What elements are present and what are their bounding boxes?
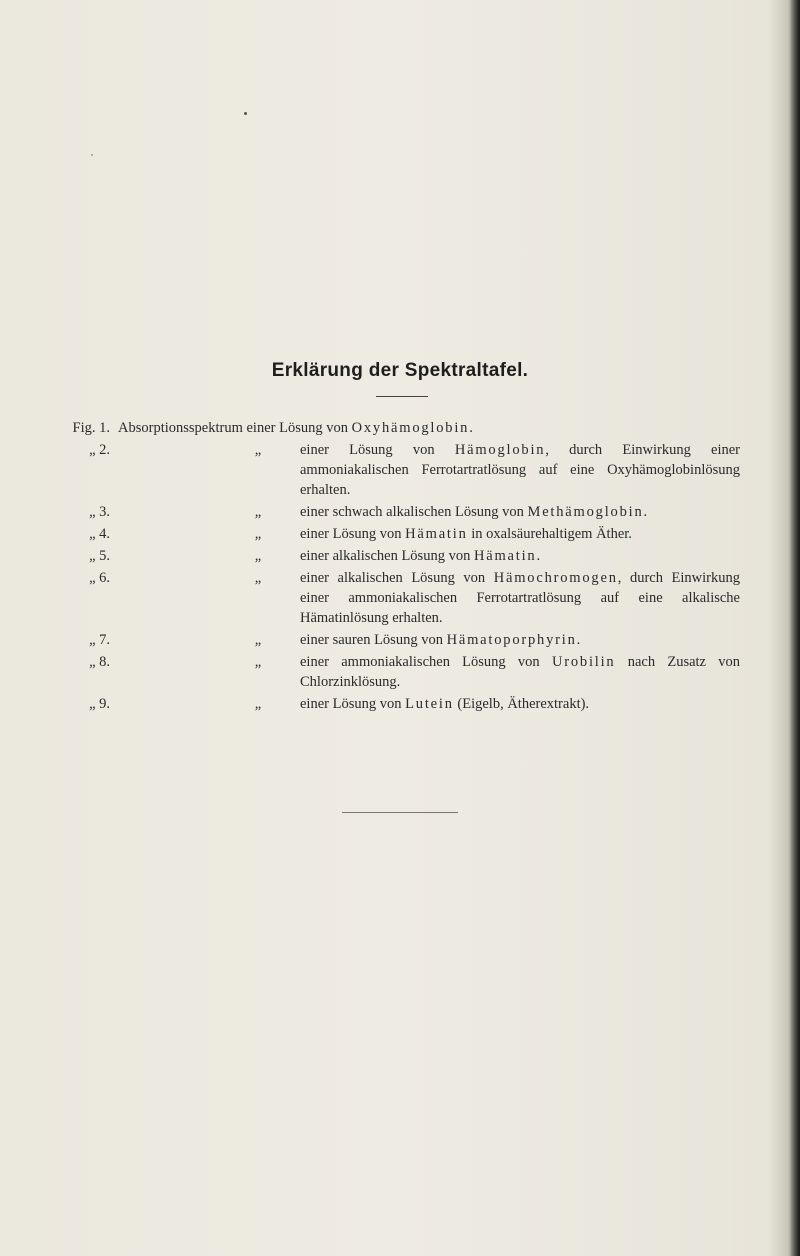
ditto-mark: „ bbox=[254, 526, 262, 542]
ditto-mark: „ bbox=[254, 570, 262, 586]
figure-number: „ 5. bbox=[89, 548, 110, 564]
entry bbox=[0, 502, 800, 522]
figure-number: „ 8. bbox=[89, 654, 110, 670]
scan-speck bbox=[91, 154, 93, 156]
figure-number: „ 2. bbox=[89, 442, 110, 458]
entry bbox=[0, 418, 800, 438]
entry bbox=[0, 630, 800, 650]
substance-name: Oxyhämoglobin bbox=[351, 420, 470, 436]
figure-number: „ 4. bbox=[89, 526, 110, 542]
figure-number: „ 9. bbox=[89, 696, 110, 712]
entry-list bbox=[0, 418, 800, 716]
substance-name: Hämatin bbox=[405, 526, 468, 542]
substance-name: Hämochromogen bbox=[493, 570, 618, 586]
ditto-mark: „ bbox=[254, 504, 262, 520]
entry-text: einer schwach alkalischen Lösung von Methämoglobin. bbox=[300, 504, 648, 520]
ditto-mark: „ bbox=[254, 654, 262, 670]
entry-text: Absorptionsspektrum einer Lösung von Oxyhämoglobin. bbox=[118, 420, 473, 436]
entry-text: einer alkalischen Lösung von Hämatin. bbox=[300, 548, 541, 564]
scan-speck bbox=[244, 112, 247, 115]
entry-text: einer alkalischen Lösung von Hämochromogen, durch Einwirkung einer ammoniakalischen Ferrotartratlösung auf eine alkalische Hämatinlösung erhalten. bbox=[300, 570, 741, 626]
ditto-mark: „ bbox=[254, 548, 262, 564]
entry-text: einer ammoniakalischen Lösung von Urobilin nach Zusatz von Chlorzinklösung. bbox=[300, 654, 740, 690]
figure-number: „ 6. bbox=[89, 570, 110, 586]
entry-text: einer sauren Lösung von Hämatoporphyrin. bbox=[300, 632, 581, 648]
entry bbox=[0, 440, 800, 500]
ditto-mark: „ bbox=[254, 632, 262, 648]
figure-number: „ 7. bbox=[89, 632, 110, 648]
entry bbox=[0, 652, 800, 692]
entry bbox=[0, 546, 800, 566]
figure-number: „ 3. bbox=[89, 504, 110, 520]
entry-text: einer Lösung von Hämoglobin, durch Einwirkung einer ammoniakalischen Ferrotartratlösung auf eine Oxyhämoglobinlösung erhalten. bbox=[300, 442, 740, 498]
entry bbox=[0, 524, 800, 544]
ditto-mark: „ bbox=[254, 442, 262, 458]
entry bbox=[0, 694, 800, 714]
figure-number: Fig. 1. bbox=[72, 420, 110, 436]
title-rule bbox=[376, 396, 428, 397]
substance-name: Hämatin bbox=[473, 548, 537, 564]
substance-name: Methämoglobin bbox=[527, 504, 644, 520]
substance-name: Hämoglobin bbox=[454, 442, 546, 458]
entry-text: einer Lösung von Hämatin in oxalsäurehaltigem Äther. bbox=[300, 526, 632, 542]
page-title: Erklärung der Spektraltafel. bbox=[271, 360, 529, 381]
ditto-mark: „ bbox=[254, 696, 262, 712]
substance-name: Urobilin bbox=[551, 654, 616, 670]
entry-text: einer Lösung von Lutein (Eigelb, Ätherextrakt). bbox=[300, 696, 590, 712]
closing-rule bbox=[342, 812, 458, 813]
substance-name: Lutein bbox=[405, 696, 454, 712]
substance-name: Hämatoporphyrin bbox=[446, 632, 577, 648]
entry bbox=[0, 568, 800, 628]
